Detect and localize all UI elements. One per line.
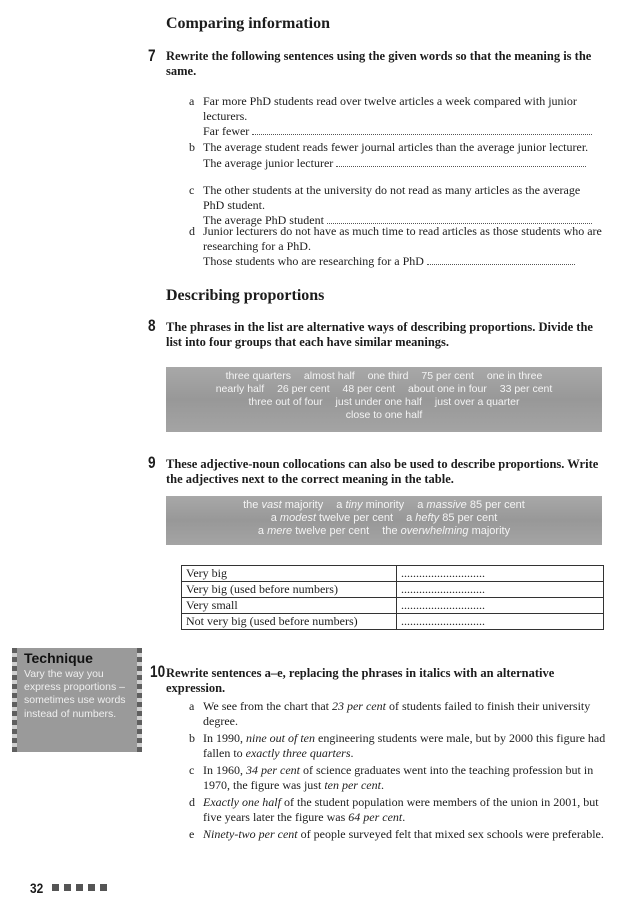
section-heading-proportions: Describing proportions	[166, 287, 325, 304]
item-letter: a	[189, 94, 195, 108]
table-cell-answer[interactable]: ............................	[397, 566, 604, 582]
phrase-row	[166, 370, 602, 383]
answer-line[interactable]	[336, 155, 586, 167]
collocation: the vast majority	[243, 499, 324, 511]
phrase: three out of four	[248, 396, 323, 408]
exercise-number: 8	[148, 316, 156, 335]
phrase: one third	[367, 370, 409, 382]
collocation-row	[166, 499, 602, 512]
phrase-row	[166, 383, 602, 396]
table-row	[182, 582, 604, 598]
table-cell-answer[interactable]: ............................	[397, 582, 604, 598]
collocation: a hefty 85 per cent	[406, 512, 498, 524]
phrase: nearly half	[215, 383, 265, 395]
item-sentence: The average student reads fewer journal articles than the average junior lecturer.	[203, 140, 589, 154]
phrase: 75 per cent	[421, 370, 474, 382]
exercise-number: 10	[150, 662, 166, 681]
item-letter: d	[189, 224, 195, 238]
technique-box	[12, 648, 142, 752]
phrase: 26 per cent	[277, 383, 330, 395]
collocation-row	[166, 525, 602, 538]
table-row	[182, 614, 604, 630]
collocation: a massive 85 per cent	[417, 499, 525, 511]
phrase: 33 per cent	[499, 383, 553, 395]
table-cell-answer[interactable]: ............................	[397, 598, 604, 614]
exercise-item: e Ninety-two per cent of people surveyed felt that mixed sex schools were preferable.	[189, 827, 604, 841]
item-letter: a	[189, 699, 195, 713]
exercise-number: 9	[148, 453, 156, 472]
phrase: just under one half	[335, 396, 422, 408]
decorative-square	[76, 884, 83, 891]
phrase-list-box	[166, 367, 602, 432]
exercise-item	[189, 94, 607, 139]
item-sentence: The other students at the university do not read as many articles as the average PhD student.	[203, 183, 581, 212]
phrase: three quarters	[225, 370, 291, 382]
collocation: the overwhelming majority	[382, 525, 511, 537]
item-letter: c	[189, 183, 195, 197]
adjective-table	[181, 565, 604, 630]
table-row	[182, 566, 604, 582]
decorative-square	[64, 884, 71, 891]
collocation: a modest twelve per cent	[270, 512, 394, 524]
item-letter: c	[189, 763, 195, 777]
phrase: almost half	[303, 370, 355, 382]
item-letter: e	[189, 827, 195, 841]
table-cell-meaning: Not very big (used before numbers)	[182, 614, 397, 630]
answer-line[interactable]	[427, 253, 575, 265]
item-prompt: Far fewer	[203, 124, 250, 138]
phrase: about one in four	[408, 383, 487, 395]
answer-line[interactable]	[327, 212, 592, 224]
decorative-square	[52, 884, 59, 891]
phrase: close to one half	[345, 409, 423, 421]
exercise-instruction: Rewrite the following sentences using the given words so that the meaning is the same.	[166, 49, 592, 78]
phrase: one in three	[486, 370, 543, 382]
exercise-item: a We see from the chart that 23 per cent of students failed to finish their university degree.	[189, 699, 591, 728]
item-prompt: The average PhD student	[203, 213, 324, 227]
item-sentence: Junior lecturers do not have as much time to read articles as those students who are researching for a PhD.	[203, 224, 602, 253]
decorative-stripe	[12, 648, 17, 752]
phrase-row	[166, 396, 602, 409]
exercise-instruction: Rewrite sentences a–e, replacing the phrases in italics with an alternative expression.	[166, 666, 555, 695]
exercise-instruction: The phrases in the list are alternative ways of describing proportions. Divide the list into four groups that each have similar meanings.	[166, 320, 593, 349]
page-number: 32	[30, 880, 44, 896]
exercise-instruction: These adjective-noun collocations can also be used to describe proportions. Write the adjectives next to the correct meaning in the table.	[166, 457, 599, 486]
technique-body: Vary the way you express proportions – sometimes use words instead of numbers.	[24, 668, 126, 720]
decorative-stripe	[137, 648, 142, 752]
item-sentence: Far more PhD students read over twelve articles a week compared with junior lecturers.	[203, 94, 577, 123]
exercise-item	[189, 183, 603, 228]
collocation-list-box	[166, 496, 602, 545]
item-letter: b	[189, 731, 195, 745]
item-prompt: Those students who are researching for a PhD	[203, 254, 424, 268]
collocation-row	[166, 512, 602, 525]
table-cell-meaning: Very big	[182, 566, 397, 582]
phrase-row	[166, 409, 602, 422]
item-letter: b	[189, 140, 195, 154]
exercise-item: b In 1990, nine out of ten engineering students were male, but by 2000 this figure had fallen to exactly three quarters.	[189, 731, 606, 760]
exercise-item	[189, 224, 611, 269]
table-cell-answer[interactable]: ............................	[397, 614, 604, 630]
collocation: a mere twelve per cent	[257, 525, 370, 537]
exercise-item: c In 1960, 34 per cent of science graduates went into the teaching profession but in 1970, the figure was just ten per cent.	[189, 763, 594, 792]
answer-line[interactable]	[252, 123, 592, 135]
phrase: 48 per cent	[342, 383, 396, 395]
exercise-number: 7	[148, 46, 156, 65]
table-cell-meaning: Very small	[182, 598, 397, 614]
table-cell-meaning: Very big (used before numbers)	[182, 582, 397, 598]
item-prompt: The average junior lecturer	[203, 155, 334, 170]
exercise-item: d Exactly one half of the student population were members of the union in 2001, but five years later the figure was 64 per cent.	[189, 795, 599, 824]
decorative-square	[100, 884, 107, 891]
collocation: a tiny minority	[336, 499, 405, 511]
decorative-square	[88, 884, 95, 891]
item-letter: d	[189, 795, 195, 809]
section-heading-comparing: Comparing information	[166, 15, 330, 32]
phrase: just over a quarter	[434, 396, 520, 408]
exercise-item	[189, 140, 613, 170]
table-row	[182, 598, 604, 614]
technique-title: Technique	[24, 650, 93, 666]
